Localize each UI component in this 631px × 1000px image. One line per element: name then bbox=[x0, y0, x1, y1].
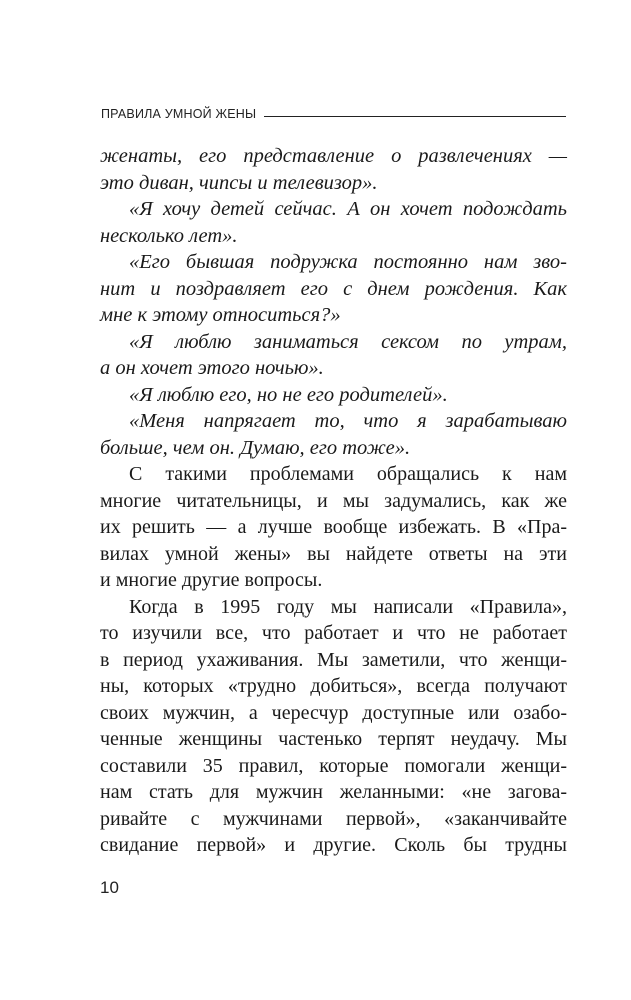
text-line: «Я люблю заниматься сексом по утрам, bbox=[129, 330, 567, 353]
text-line: свидание первой» и другие. Сколь бы трудны bbox=[100, 834, 567, 856]
text-line: женаты, его представление о развлечениях — bbox=[100, 145, 567, 167]
paragraph bbox=[100, 196, 567, 249]
paragraph bbox=[100, 329, 567, 382]
paragraph bbox=[100, 249, 567, 329]
running-head bbox=[101, 104, 566, 124]
text-line: нам стать для мужчин желанными: «не загова- bbox=[100, 781, 567, 803]
paragraph bbox=[100, 143, 567, 196]
text-line: «Меня напрягает то, что я зарабатываю bbox=[129, 410, 567, 432]
text-line: своих мужчин, а чересчур доступные или озабо- bbox=[100, 701, 567, 724]
text-line: нит и поздравляет его с днем рождения. Как bbox=[100, 277, 567, 300]
text-line: Когда в 1995 году мы написали «Правила», bbox=[129, 595, 567, 618]
paragraph bbox=[100, 382, 567, 409]
paragraph bbox=[100, 461, 567, 594]
text-line: ривайте с мужчинами первой», «заканчивайте bbox=[100, 807, 567, 830]
text-line: вилах умной жены» вы найдете ответы на эти bbox=[100, 542, 567, 565]
text-line: несколько лет». bbox=[100, 224, 238, 247]
paragraph bbox=[100, 594, 567, 859]
paragraph bbox=[100, 408, 567, 461]
text-line: мне к этому относиться?» bbox=[100, 304, 341, 326]
text-line: а он хочет этого ночью». bbox=[100, 357, 324, 379]
text-line: и многие другие вопросы. bbox=[100, 569, 323, 591]
running-head-rule bbox=[264, 116, 566, 117]
text-line: С такими проблемами обращались к нам bbox=[129, 463, 567, 485]
text-line: «Я хочу детей сейчас. А он хочет подождать bbox=[129, 198, 567, 220]
text-line: многие читательницы, и мы задумались, как же bbox=[100, 489, 567, 512]
text-line: больше, чем он. Думаю, его тоже». bbox=[100, 436, 411, 459]
running-head-title: ПРАВИЛА УМНОЙ ЖЕНЫ bbox=[101, 107, 257, 121]
text-line: ченные женщины частенько терпят неудачу. Мы bbox=[100, 728, 567, 750]
text-line: их решить — а лучше вообще избежать. В «Пра- bbox=[100, 516, 567, 538]
text-line: в период ухаживания. Мы заметили, что женщи- bbox=[100, 648, 567, 671]
text-line: составили 35 правил, которые помогали женщи- bbox=[100, 754, 567, 777]
text-line: это диван, чипсы и телевизор». bbox=[100, 171, 378, 194]
text-line: ны, которых «трудно добиться», всегда получают bbox=[100, 675, 567, 697]
page-number: 10 bbox=[100, 878, 119, 897]
text-line: «Его бывшая подружка постоянно нам зво- bbox=[129, 251, 567, 273]
body-text bbox=[100, 143, 567, 859]
text-line: «Я люблю его, но не его родителей». bbox=[129, 383, 448, 406]
text-line: то изучили все, что работает и что не работает bbox=[100, 622, 567, 644]
